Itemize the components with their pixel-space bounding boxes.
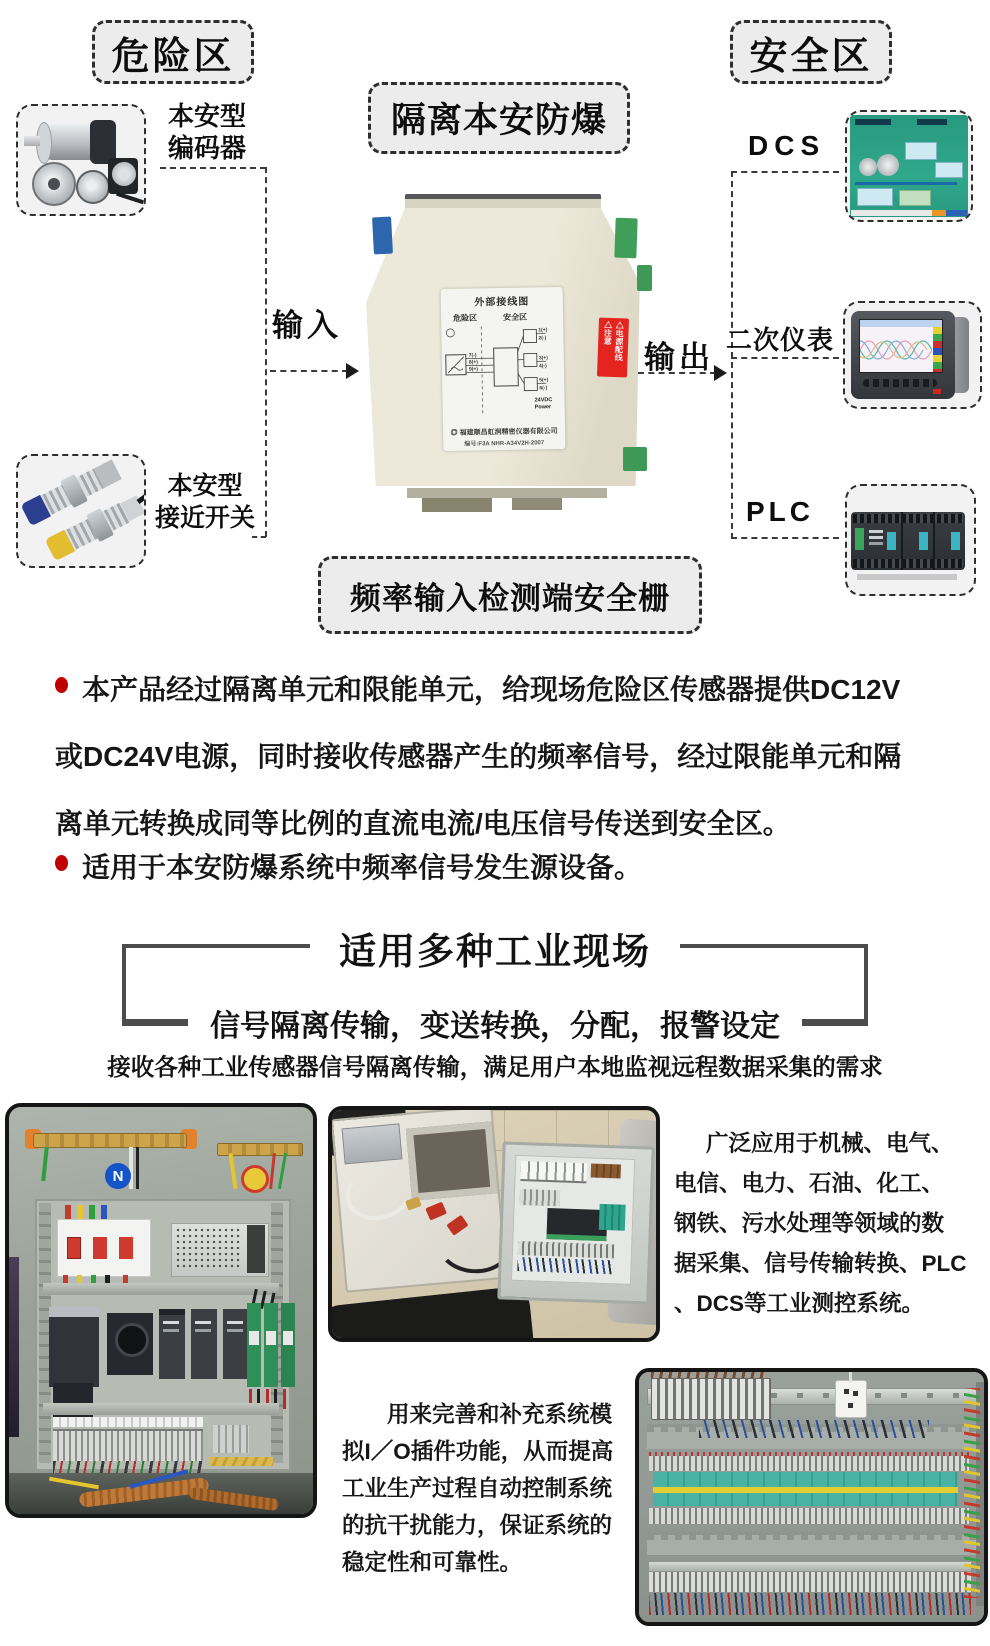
red-connector <box>425 1202 447 1221</box>
scene-subheading: 信号隔离传输，变送转换，分配，报警设定 <box>210 1010 780 1043</box>
wallbox-photo <box>328 1106 660 1342</box>
heading-line-right <box>680 944 868 948</box>
box-interior <box>497 1141 654 1304</box>
trend-waves <box>860 328 932 372</box>
dcs-photo <box>845 110 973 222</box>
input-bus-line <box>265 167 267 537</box>
terminal-3: 3(+) <box>538 355 548 362</box>
module-green-clip-bottom <box>623 447 647 471</box>
wiring-zone-left: 危险区 <box>453 313 478 323</box>
application-text-2: 用来完善和补充系统模 拟I／O插件功能，从而提高 工业生产过程自动控制系统 的抗干扰能力，保证系统的 稳定性和可靠性。 <box>342 1402 614 1575</box>
company-logo-icon: ◎ <box>450 429 458 437</box>
isolator-modules <box>247 1303 261 1387</box>
module-foot-tab-1 <box>422 498 492 512</box>
plc-photo <box>845 484 976 596</box>
plc-branch-line <box>731 537 839 539</box>
din-rail-yellow <box>209 1457 273 1466</box>
heading-line-left <box>122 944 310 948</box>
dcs-screen-illustration <box>847 112 971 220</box>
cabinet-illustration <box>9 1107 313 1514</box>
proximity-illustration <box>18 456 144 566</box>
terminal-9: 9(+) <box>468 366 479 373</box>
safety-barrier-module-photo <box>362 192 654 514</box>
feature-bullet-2: 适用于本安防爆系统中频率信号发生源设备。 <box>55 844 939 892</box>
scene-heading: 适用多种工业现场 <box>339 931 651 972</box>
feature-bullet-1: 本产品经过隔离单元和限能单元，给现场危险区传感器提供DC12V 或DC24V电源，同时接收传感器产生的频率信号，经过限能单元和隔 离单元转换成同等比例的直流电流/电压信号传送到安全区。 <box>55 674 902 839</box>
module-wiring-label <box>441 287 566 451</box>
power-label-2: Power <box>534 404 552 411</box>
wiring-diagram <box>441 323 559 421</box>
door-window <box>406 1121 498 1200</box>
meter-branch-line <box>731 357 839 359</box>
warning-text-1: △注意 <box>603 320 613 345</box>
safe-zone-box <box>730 20 892 84</box>
cabinet-photo <box>5 1103 317 1518</box>
terminal-1: 1(+) <box>538 327 548 334</box>
module-green-terminal-top <box>614 218 637 259</box>
module-serial: 编号:F3A NHR-A34V2H-2007 <box>464 440 545 448</box>
hazard-zone-label: 危险区 <box>111 35 235 78</box>
box-door <box>331 1106 508 1293</box>
wiring-diagram-title: 外部接线图 <box>474 296 530 309</box>
module-green-terminal-mid <box>637 265 652 291</box>
input-label: 输入 <box>272 308 342 343</box>
terminal-4: 4(-) <box>538 363 547 370</box>
yellow-band <box>653 1487 958 1493</box>
product-subtitle: 频率输入检测端安全栅 <box>350 580 670 616</box>
proximity-label: 本安型 接近开关 <box>154 472 255 532</box>
terminal-5: 5(+) <box>539 377 549 384</box>
module-foot-tab-2 <box>512 498 562 510</box>
warning-sticker <box>597 317 629 377</box>
terminal-7: 7(-) <box>468 352 477 359</box>
dcs-branch-line <box>731 171 839 173</box>
din-rail-bottom <box>649 1562 971 1571</box>
product-subtitle-box <box>318 556 702 634</box>
side-wires <box>964 1388 980 1598</box>
encoder-illustration <box>18 106 144 214</box>
output-arrow-head <box>714 365 727 381</box>
terminal-6: 6(-) <box>539 385 548 392</box>
encoder-label: 本安型 编码器 <box>167 101 246 163</box>
plc-illustration <box>847 486 974 594</box>
power-socket <box>835 1380 867 1418</box>
company-name: 福建顺昌虹润精密仪器有限公司 <box>459 428 558 437</box>
input-arrow-line <box>270 370 348 372</box>
junction-box <box>342 1123 403 1164</box>
terminal-8: 8(+) <box>468 359 478 366</box>
proximity-connector-line <box>252 536 266 538</box>
bullet-dot-icon <box>55 677 68 693</box>
input-arrow-head <box>346 363 359 379</box>
ground-badge <box>241 1165 269 1193</box>
meter-label: 二次仪表 <box>726 325 835 355</box>
dcs-label: DCS <box>748 130 826 161</box>
power-label-1: 24VDC <box>534 397 553 404</box>
hazard-zone-box <box>92 20 254 84</box>
terminal-row-lower <box>649 1508 969 1524</box>
encoder-photo <box>16 104 146 216</box>
application-text-1: 广泛应用于机械、电气、 电信、电力、石油、化工、 钢铁、污水处理等领域的数 据采集、信号传输转换、PLC 、DCS等工业测控系统。 <box>674 1131 967 1316</box>
busbar <box>33 1133 187 1148</box>
mini-breakers <box>520 1161 587 1183</box>
terminal-2: 2(-) <box>538 335 547 342</box>
recorder-illustration <box>845 303 980 407</box>
safe-zone-label: 安全区 <box>749 35 873 78</box>
encoder-connector-line <box>160 167 266 169</box>
proximity-switch-photo <box>16 454 146 568</box>
rails-illustration <box>639 1372 984 1622</box>
breaker-row <box>651 1378 771 1420</box>
contactor <box>49 1307 99 1387</box>
module-din-foot <box>407 488 607 498</box>
secondary-meter-photo <box>843 301 982 409</box>
scene-description: 接收各种工业传感器信号隔离传输，满足用户本地监视远程数据采集的需求 <box>107 1054 883 1080</box>
relays <box>159 1309 185 1379</box>
wiring-zone-right: 安全区 <box>503 312 528 322</box>
terminal-row-upper <box>649 1456 969 1471</box>
output-arrow-line <box>638 372 716 374</box>
plc-label: PLC <box>746 496 814 527</box>
product-title-box <box>368 82 630 154</box>
product-title: 隔离本安防爆 <box>390 101 607 140</box>
neutral-badge: N <box>105 1163 131 1189</box>
warning-text-2: △电源配线 <box>614 321 625 362</box>
timer-dial <box>115 1323 149 1357</box>
module-blue-clip <box>372 217 393 255</box>
breaker-toggles <box>67 1237 81 1259</box>
terminal-rails-photo <box>635 1368 988 1626</box>
mini-isolators <box>599 1204 626 1231</box>
output-label: 输出 <box>644 340 714 375</box>
terminal-strip <box>53 1429 203 1461</box>
bullet-dot-icon <box>55 855 68 871</box>
wallbox-illustration <box>332 1110 656 1338</box>
